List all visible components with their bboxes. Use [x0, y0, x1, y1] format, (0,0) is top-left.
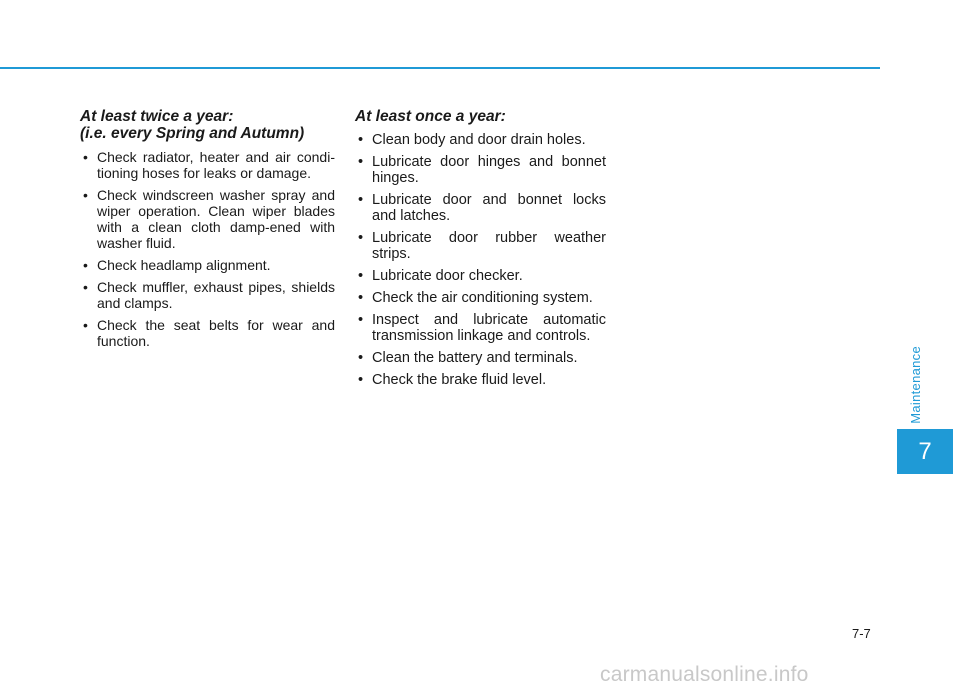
- right-column: [355, 108, 606, 394]
- twice-a-year-list: [80, 149, 335, 349]
- list-item: • Lubricate door checker.: [355, 268, 606, 284]
- list-item: • Inspect and lubricate automatic transmission linkage and controls.: [355, 312, 606, 344]
- list-item: • Lubricate door hinges and bonnet hinges.: [355, 154, 606, 186]
- chapter-tab: 7: [897, 429, 953, 474]
- list-item: • Check headlamp alignment.: [80, 257, 335, 273]
- left-column: [80, 108, 335, 355]
- list-item: • Check the seat belts for wear and function.: [80, 317, 335, 349]
- list-item: • Clean body and door drain holes.: [355, 132, 606, 148]
- once-a-year-list: [355, 132, 606, 388]
- list-item: • Check windscreen washer spray and wiper operation. Clean wiper blades with a clean cloth damp-ened with washer fluid.: [80, 187, 335, 251]
- heading-line-1: At least twice a year:: [80, 108, 234, 125]
- heading-line-2: (i.e. every Spring and Autumn): [80, 125, 305, 142]
- list-item: • Check the brake fluid level.: [355, 372, 606, 388]
- list-item: • Lubricate door rubber weather strips.: [355, 230, 606, 262]
- list-item: • Check the air conditioning system.: [355, 290, 606, 306]
- once-a-year-heading: At least once a year:: [355, 108, 506, 125]
- twice-a-year-heading: [80, 108, 335, 142]
- watermark: carmanualsonline.info: [600, 663, 809, 686]
- section-side-label: [900, 343, 930, 427]
- list-item: • Check radiator, heater and air condi-tioning hoses for leaks or damage.: [80, 149, 335, 181]
- list-item: • Check muffler, exhaust pipes, shields and clamps.: [80, 279, 335, 311]
- list-item: • Clean the battery and terminals.: [355, 350, 606, 366]
- section-label-text: Maintenance: [907, 346, 923, 424]
- list-item: • Lubricate door and bonnet locks and latches.: [355, 192, 606, 224]
- page-number: 7-7: [852, 626, 871, 641]
- header-rule: [0, 67, 880, 69]
